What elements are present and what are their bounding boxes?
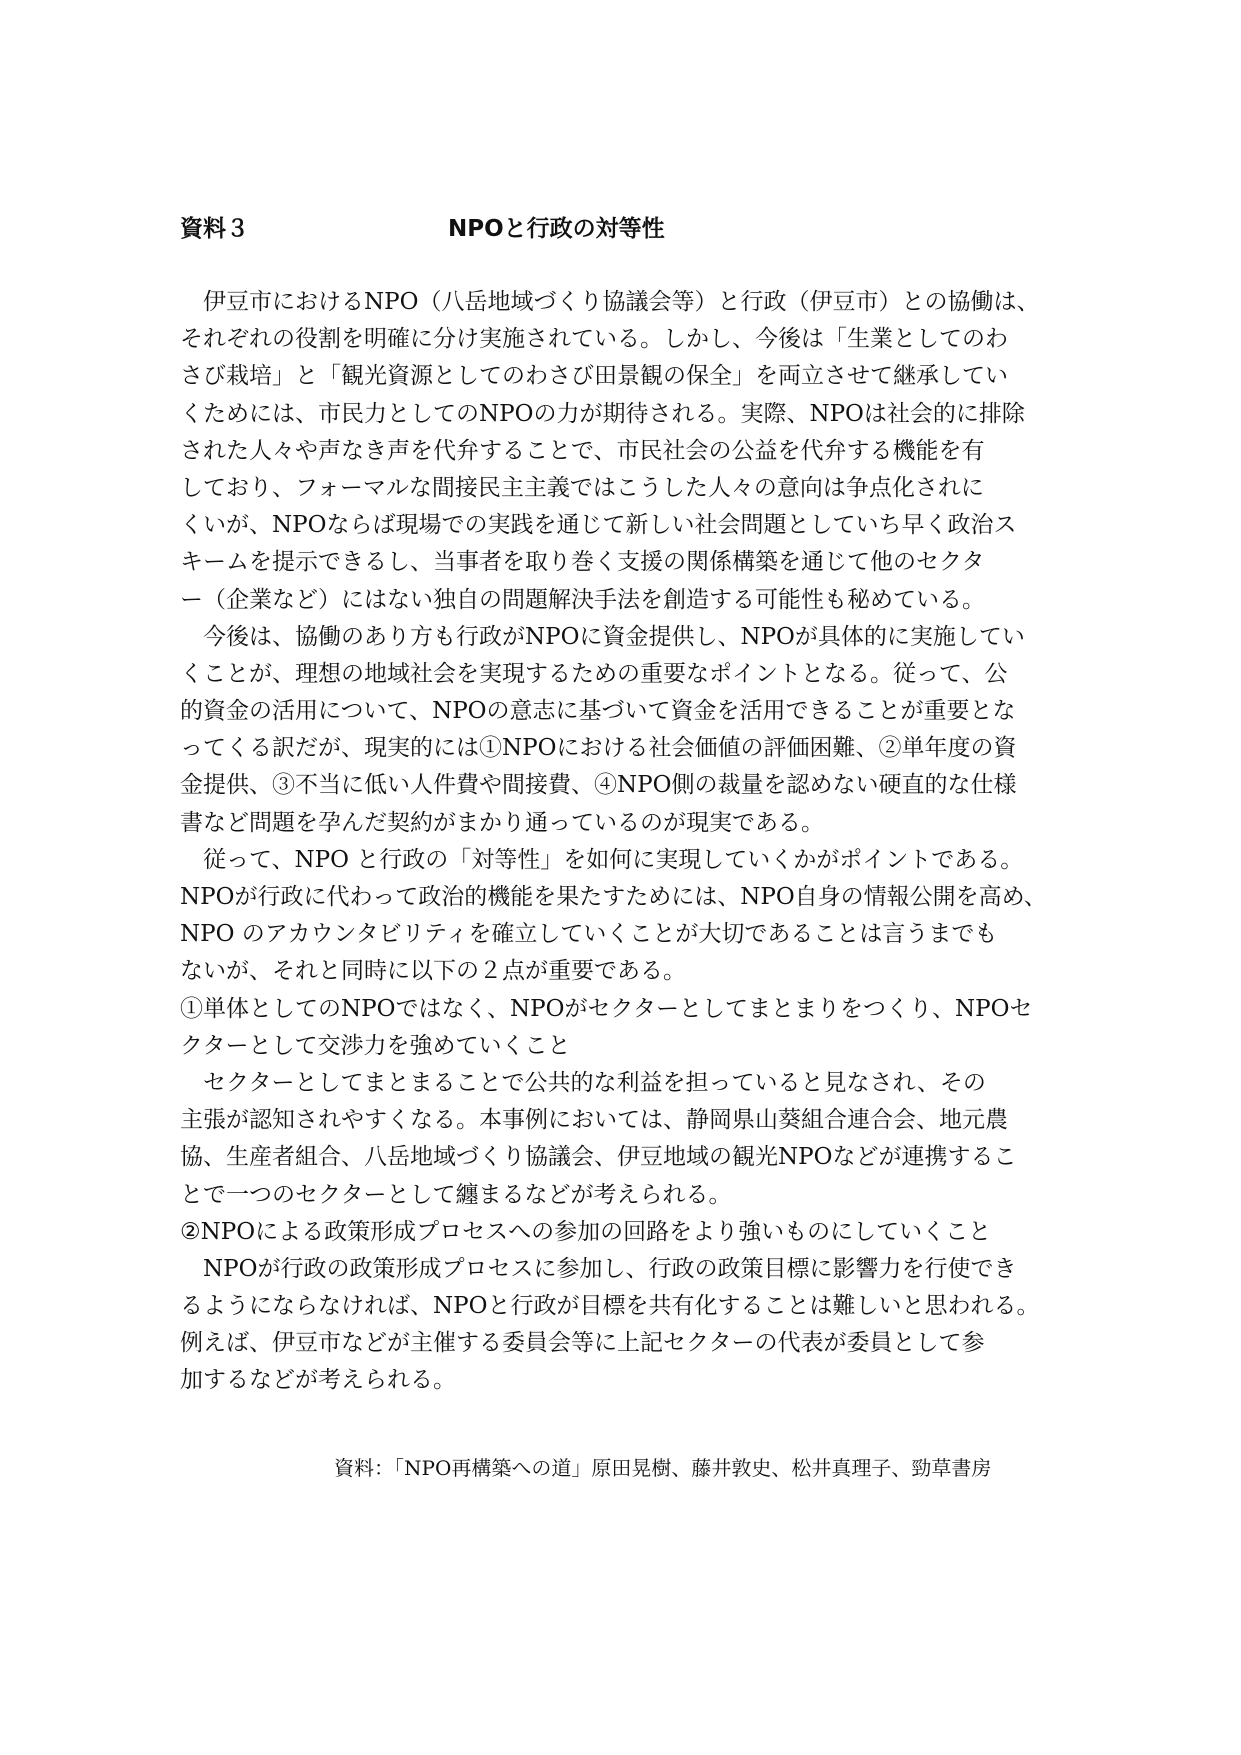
text-line: 加するなどが考えられる。 (180, 1367, 456, 1394)
text-line: NPOが行政の政策形成プロセスに参加し、行政の政策目標に影響力を行使でき (180, 1255, 1017, 1282)
text-line: さび栽培」と「観光資源としてのわさび田景観の保全」を両立させて継承してい (180, 363, 1008, 390)
text-line: ないが、それと同時に以下の２点が重要である。 (180, 958, 686, 985)
text-line: 例えば、伊豆市などが主催する委員会等に上記セクターの代表が委員として参 (180, 1330, 985, 1357)
text-line: くためには、市民力としてのNPOの力が期待される。実際、NPOは社会的に排除 (180, 400, 1025, 427)
text-line: NPOが行政に代わって政治的機能を果たすためには、NPO自身の情報公開を高め、 (180, 884, 1047, 910)
document-title: NPOと行政の対等性 (448, 216, 665, 242)
text-line: 金提供、③不当に低い人件費や間接費、④NPO側の裁量を認めない硬直的な仕様 (180, 772, 1017, 799)
text-line: 伊豆市におけるNPO（八岳地域づくり協議会等）と行政（伊豆市）との協働は、 (180, 289, 1040, 315)
text-line: ①単体としてのNPOではなく、NPOがセクターとしてまとまりをつくり、NPOセ (180, 995, 1033, 1022)
text-line: セクターとしてまとまることで公共的な利益を担っていると見なされ、その (180, 1069, 986, 1096)
text-line: クターとして交渉力を強めていくこと (180, 1032, 571, 1059)
text-line: された人々や声なき声を代弁することで、市民社会の公益を代弁する機能を有 (180, 437, 985, 464)
text-line: NPO のアカウンタビリティを確立していくことが大切であることは言うまでも (180, 921, 998, 948)
text-line: 書など問題を孕んだ契約がまかり通っているのが現実である。 (180, 809, 824, 836)
text-line: るようにならなければ、NPOと行政が目標を共有化することは難しいと思われる。 (180, 1293, 1040, 1320)
text-line: 今後は、協働のあり方も行政がNPOに資金提供し、NPOが具体的に実施してい (180, 623, 1025, 650)
text-line: それぞれの役割を明確に分け実施されている。しかし、今後は「生業としてのわ (180, 326, 1008, 353)
document-label: 資料３ (180, 216, 249, 242)
text-line: 主張が認知されやすくなる。本事例においては、静岡県山葵組合連合会、地元農 (180, 1107, 1008, 1134)
document-header (180, 210, 1080, 250)
source-citation: 資料：「NPO再構築への道」原田晃樹、藤井敦史、松井真理子、勁草書房 (334, 1456, 992, 1480)
text-line: 協、生産者組合、八岳地域づくり協議会、伊豆地域の観光NPOなどが連携するこ (180, 1144, 1017, 1171)
text-line: 的資金の活用について、NPOの意志に基づいて資金を活用できることが重要とな (180, 698, 1016, 725)
text-line: ってくる訳だが、現実的には①NPOにおける社会価値の評価困難、②単年度の資 (180, 735, 1017, 762)
text-line: くいが、NPOならば現場での実践を通じて新しい社会問題としていち早く政治ス (180, 512, 1017, 539)
text-line: キームを提示できるし、当事者を取り巻く支援の関係構築を通じて他のセクタ (180, 549, 985, 576)
text-line: とで一つのセクターとして纏まるなどが考えられる。 (180, 1181, 732, 1208)
text-line: しており、フォーマルな間接民主主義ではこうした人々の意向は争点化されに (180, 474, 984, 501)
text-line: ー（企業など）にはない独自の問題解決手法を創造する可能性も秘めている。 (180, 586, 985, 613)
text-line: くことが、理想の地域社会を実現するための重要なポイントとなる。従って、公 (180, 660, 1008, 687)
text-line: ②NPOによる政策形成プロセスへの参加の回路をより強いものにしていくこと (180, 1218, 992, 1245)
text-line: 従って、NPO と行政の「対等性」を如何に実現していくかがポイントである。 (180, 846, 1024, 873)
body-text (180, 284, 1080, 1400)
